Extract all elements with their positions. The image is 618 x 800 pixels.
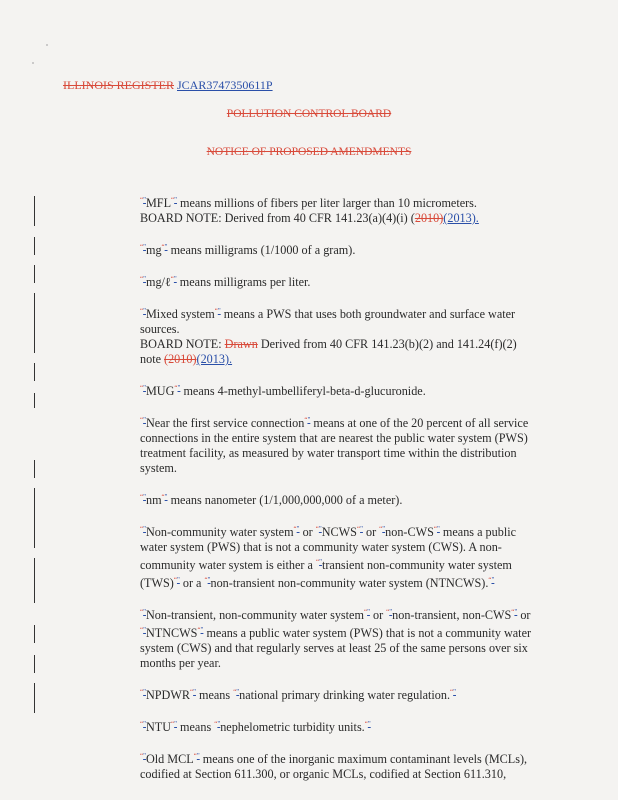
definition-mug: “"MUG“" means 4-methyl-umbelliferyl-beta-d-glucuronide. [140,384,426,398]
register-header [63,78,273,93]
scan-speck [32,62,34,64]
definition-ntncws: “"Non-transient, non-community water system“" or “"non-transient, non-CWS“" or “"NTNCWS“" means a public water system (PWS) that is not a community water system (CWS) and that regularly serves at least 25 of the same persons over six months per year. [140,608,532,670]
change-bar [34,293,35,353]
term: NCWS [321,525,357,539]
term: mg [145,243,162,257]
term: transient non-community water system (TWS) [140,558,512,590]
term: Non-transient, non-community water system [145,608,364,622]
board-title: POLLUTION CONTROL BOARD [226,108,392,120]
definition-mixed-system: “"Mixed system“" means a PWS that uses both groundwater and surface water sources. BOARD NOTE: Drawn Derived from 40 CFR 141.23(b)(2) and 141.24(f)(2) note (2010)(2013). [140,307,517,366]
definitions-list [140,193,540,796]
term: mg/ℓ [145,275,171,289]
definition-old-mcl: “"Old MCL“" means one of the inorganic maximum contaminant levels (MCLs), codified at Section 611.300, or organic MCLs, codified at Section 611.310, [140,752,528,781]
definition-nm: “"nm“" means nanometer (1/1,000,000,000 of a meter). [140,493,403,507]
term: non-CWS [385,525,434,539]
term: non-transient, non-CWS [392,608,512,622]
notice-title: NOTICE OF PROPOSED AMENDMENTS [206,146,412,158]
term: MFL [145,196,172,210]
change-bar [34,655,35,673]
term: non-transient non-community water system (NTNCWS). [210,576,489,590]
term: Old MCL [145,752,194,766]
change-bar [34,393,35,408]
term: NTU [145,720,172,734]
term: NPDWR [145,688,190,702]
change-bar [34,196,35,226]
change-bar [34,558,35,603]
change-bar [34,265,35,283]
definition-non-community-water-system: “"Non-community water system“" or “"NCWS“" or “"non-CWS“" means a public water system (PWS) that is not a community water system (CWS). A non-community water system is either a “"transient non-community water system (TWS)“" or a “"non-transient non-community water system (NTNCWS).“" [140,525,517,590]
change-bar [34,625,35,643]
board-note: BOARD NOTE: [140,337,225,351]
change-bar [34,460,35,478]
definition-mg: “"mg“" means milligrams (1/1000 of a gram). [140,243,356,257]
register-code: JCAR3747350611P [177,78,273,92]
definition-ntu: “"NTU“" means “"nephelometric turbidity units.“" [140,720,371,734]
board-note: BOARD NOTE: Derived from 40 CFR 141.23(a)(4)(i) ( [140,211,415,225]
register-title-struck: ILLINOIS REGISTER [63,78,174,92]
term: Near the first service connection [145,416,305,430]
change-bar [34,237,35,255]
definition-npdwr: “"NPDWR“" means “"national primary drinking water regulation.“" [140,688,456,702]
change-bar [34,488,35,548]
definition-mg-per-liter: “"mg/ℓ“" means milligrams per liter. [140,275,311,289]
change-bar [34,363,35,381]
definition-mfl: “"MFL“" means millions of fibers per liter larger than 10 micrometers. BOARD NOTE: Derived from 40 CFR 141.23(a)(4)(i) (2010)(2013). [140,196,479,225]
term: nm [145,493,162,507]
definition-near-first-service-connection: “"Near the first service connection“" means at one of the 20 percent of all service connections in the entire system that are nearest the public water system (PWS) treatment facility, as measured by water transport time within the distribution system. [140,416,529,475]
term: NTNCWS [145,626,198,640]
change-bar [34,683,35,713]
term: Non-community water system [145,525,294,539]
term: MUG [145,384,175,398]
scan-speck [46,44,48,46]
term: Mixed system [145,307,215,321]
